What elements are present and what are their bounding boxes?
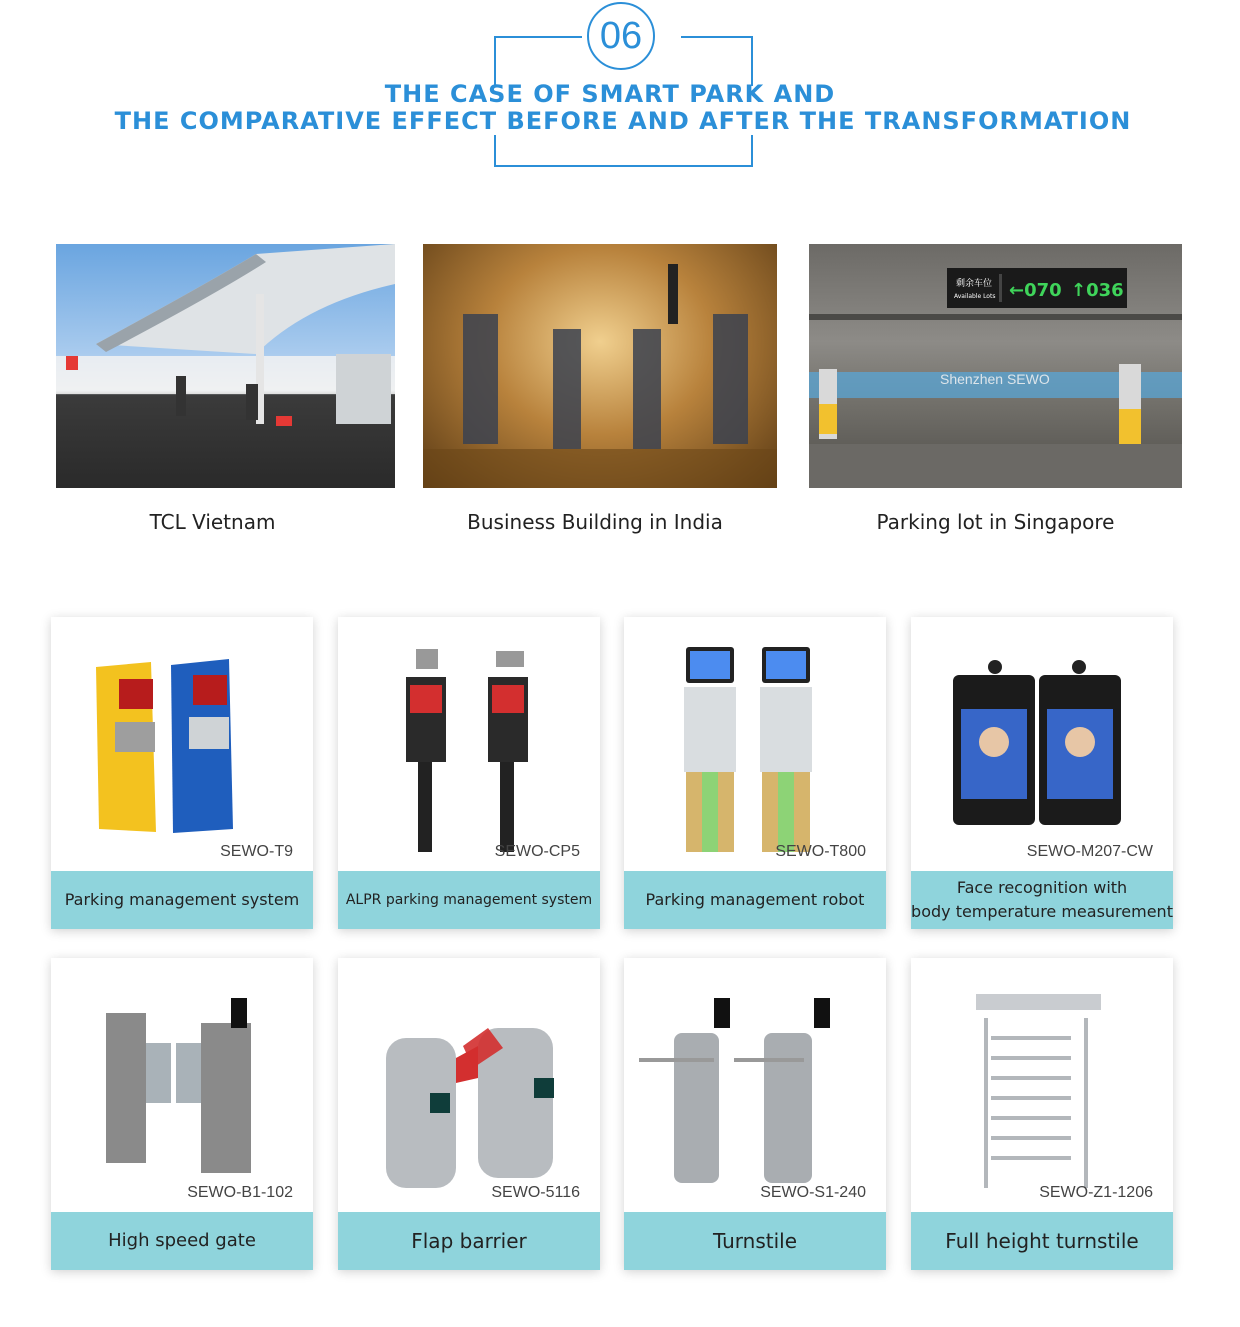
product-card-m207[interactable] [911, 617, 1173, 929]
product-card-s1-240[interactable] [624, 958, 886, 1270]
product-label: ALPR parking management system [338, 871, 600, 929]
frame-line [751, 36, 753, 86]
product-model: SEWO-M207-CW [1026, 843, 1153, 860]
product-model: SEWO-Z1-1206 [1039, 1184, 1153, 1201]
product-card-t800[interactable] [624, 617, 886, 929]
product-label-line1: Face recognition with [956, 878, 1128, 897]
product-label: Parking management robot [624, 871, 886, 929]
frame-line [751, 135, 753, 167]
canopy-illustration [56, 244, 395, 488]
turnstile-illustration [624, 958, 886, 1208]
garage-illustration [809, 244, 1182, 488]
product-label-line2: body temperature measurement [911, 902, 1173, 921]
speed-gate-illustration [51, 958, 313, 1208]
case-photo-india-building [423, 244, 777, 488]
product-model: SEWO-5116 [491, 1184, 580, 1201]
gate-illustration [423, 244, 777, 488]
product-card-cp5[interactable] [338, 617, 600, 929]
product-model: SEWO-CP5 [494, 843, 580, 860]
product-model: SEWO-B1-102 [187, 1184, 293, 1201]
flap-barrier-illustration [338, 958, 600, 1208]
product-label: Flap barrier [338, 1212, 600, 1270]
sign-left-count: ←070 [1009, 280, 1062, 301]
sign-label: 剩余车位 [956, 279, 993, 289]
product-label: Turnstile [624, 1212, 886, 1270]
frame-line [494, 36, 582, 38]
watermark: Shenzhen SEWO [940, 371, 1050, 387]
product-model: SEWO-T9 [220, 843, 293, 860]
case-caption: TCL Vietnam [149, 510, 276, 534]
product-card-t9[interactable] [51, 617, 313, 929]
case-photo-singapore-parking [809, 244, 1182, 488]
product-model: SEWO-S1-240 [760, 1184, 866, 1201]
product-card-5116[interactable] [338, 958, 600, 1270]
page-title-line1: THE CASE OF SMART PARK AND [384, 80, 836, 108]
product-label [911, 871, 1173, 929]
case-caption: Parking lot in Singapore [876, 510, 1115, 534]
frame-line [681, 36, 753, 38]
page-title-line2: THE COMPARATIVE EFFECT BEFORE AND AFTER THE TRANSFORMATION [114, 107, 1132, 135]
frame-line [494, 165, 753, 167]
alpr-camera-illustration [338, 617, 600, 867]
product-label: Parking management system [51, 871, 313, 929]
product-label: Full height turnstile [911, 1212, 1173, 1270]
frame-line [494, 36, 496, 86]
sign-right-count: ↑036 [1071, 280, 1124, 301]
parking-terminal-illustration [51, 617, 313, 867]
parking-robot-illustration [624, 617, 886, 867]
face-recognition-illustration [911, 617, 1173, 867]
product-label: High speed gate [51, 1212, 313, 1270]
product-model: SEWO-T800 [775, 843, 866, 860]
sign-sublabel: Available Lots [954, 293, 996, 300]
case-photo-tcl-vietnam [56, 244, 395, 488]
frame-line [494, 135, 496, 167]
full-height-turnstile-illustration [911, 958, 1173, 1208]
case-caption: Business Building in India [467, 510, 723, 534]
section-number: 06 [587, 2, 655, 70]
product-card-z1-1206[interactable] [911, 958, 1173, 1270]
product-card-b1-102[interactable] [51, 958, 313, 1270]
